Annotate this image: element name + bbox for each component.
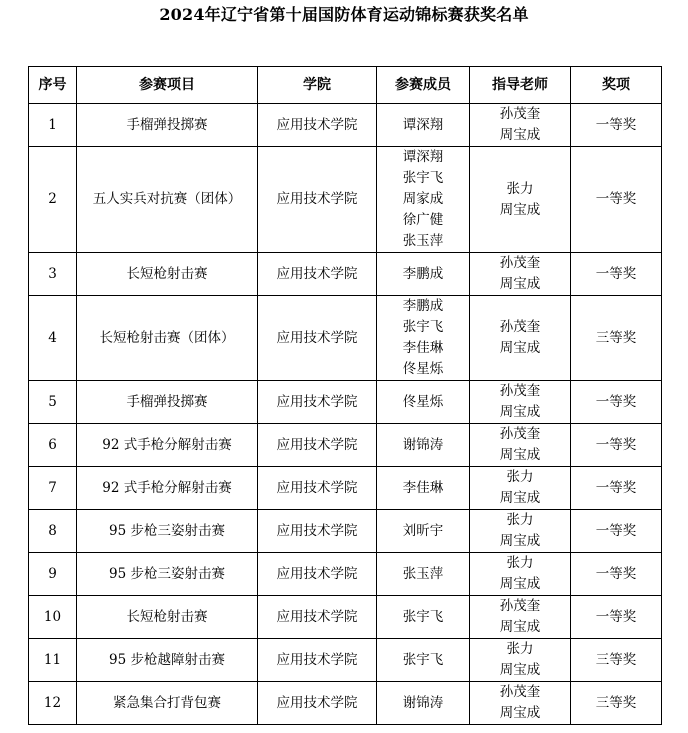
- teacher-name: 周宝成: [499, 662, 541, 678]
- document-title: 2024年辽宁省第十届国防体育运动锦标赛获奖名单: [159, 5, 529, 24]
- teacher-name: 张力: [506, 555, 534, 571]
- cell-award: 三等奖: [571, 682, 662, 725]
- cell-event: 手榴弹投掷赛: [77, 381, 258, 424]
- cell-college: 应用技术学院: [258, 467, 377, 510]
- cell-teachers: [470, 553, 571, 596]
- member-name: 李佳琳: [402, 479, 444, 496]
- member-name: 李佳琳: [402, 340, 444, 356]
- member-name: 周家成: [402, 191, 444, 207]
- teacher-name: 孙茂奎: [499, 426, 541, 442]
- teacher-name: 孙茂奎: [499, 106, 541, 122]
- header-teachers: 指导老师: [470, 67, 571, 104]
- cell-members: [377, 147, 470, 253]
- member-name: 谢锦涛: [402, 436, 444, 453]
- member-name: 张宇飞: [402, 651, 444, 668]
- cell-event: 长短枪射击赛: [77, 596, 258, 639]
- cell-award: 一等奖: [571, 424, 662, 467]
- member-name: 谭深翔: [402, 116, 444, 133]
- member-name: 佟星烁: [402, 393, 444, 410]
- cell-event: 长短枪射击赛: [77, 253, 258, 296]
- cell-teachers: [470, 381, 571, 424]
- cell-members: [377, 596, 470, 639]
- cell-teachers: [470, 639, 571, 682]
- cell-no: 8: [29, 510, 77, 553]
- teacher-name: 周宝成: [499, 447, 541, 463]
- teacher-name: 孙茂奎: [499, 319, 541, 335]
- header-event: 参赛项目: [77, 67, 258, 104]
- cell-members: [377, 424, 470, 467]
- cell-no: 2: [29, 147, 77, 253]
- table-row: [29, 147, 662, 253]
- table-row: [29, 253, 662, 296]
- member-name: 佟星烁: [402, 361, 444, 377]
- cell-event: 五人实兵对抗赛（团体）: [77, 147, 258, 253]
- teacher-name: 周宝成: [499, 619, 541, 635]
- cell-award: 三等奖: [571, 296, 662, 381]
- teacher-name: 周宝成: [499, 201, 541, 218]
- table-row: [29, 510, 662, 553]
- cell-no: 1: [29, 104, 77, 147]
- teacher-name: 周宝成: [499, 576, 541, 592]
- cell-members: [377, 553, 470, 596]
- table-row: [29, 639, 662, 682]
- cell-award: 一等奖: [571, 510, 662, 553]
- teacher-name: 周宝成: [499, 490, 541, 506]
- cell-teachers: [470, 467, 571, 510]
- cell-no: 9: [29, 553, 77, 596]
- member-name: 谢锦涛: [402, 694, 444, 711]
- table-row: [29, 596, 662, 639]
- cell-teachers: [470, 147, 571, 253]
- teacher-name: 张力: [506, 180, 534, 197]
- cell-members: [377, 639, 470, 682]
- cell-event: 95 步枪三姿射击赛: [77, 510, 258, 553]
- cell-no: 7: [29, 467, 77, 510]
- cell-college: 应用技术学院: [258, 147, 377, 253]
- cell-award: 一等奖: [571, 104, 662, 147]
- cell-college: 应用技术学院: [258, 104, 377, 147]
- cell-no: 6: [29, 424, 77, 467]
- cell-college: 应用技术学院: [258, 424, 377, 467]
- member-name: 刘昕宇: [402, 522, 444, 539]
- cell-award: 一等奖: [571, 147, 662, 253]
- cell-members: [377, 104, 470, 147]
- cell-teachers: [470, 253, 571, 296]
- cell-college: 应用技术学院: [258, 253, 377, 296]
- header-college: 学院: [258, 67, 377, 104]
- table-body: [29, 104, 662, 725]
- cell-event: 95 步枪三姿射击赛: [77, 553, 258, 596]
- teacher-name: 张力: [506, 641, 534, 657]
- cell-college: 应用技术学院: [258, 639, 377, 682]
- cell-event: 92 式手枪分解射击赛: [77, 467, 258, 510]
- table-row: [29, 467, 662, 510]
- cell-college: 应用技术学院: [258, 296, 377, 381]
- table-header: [29, 67, 662, 104]
- cell-college: 应用技术学院: [258, 682, 377, 725]
- member-name: 张宇飞: [402, 319, 444, 335]
- cell-teachers: [470, 682, 571, 725]
- teacher-name: 周宝成: [499, 404, 541, 420]
- cell-members: [377, 682, 470, 725]
- table-row: [29, 296, 662, 381]
- header-row: [29, 67, 662, 104]
- teacher-name: 孙茂奎: [499, 255, 541, 271]
- teacher-name: 周宝成: [499, 276, 541, 292]
- cell-no: 5: [29, 381, 77, 424]
- cell-teachers: [470, 424, 571, 467]
- teacher-name: 孙茂奎: [499, 383, 541, 399]
- cell-event: 92 式手枪分解射击赛: [77, 424, 258, 467]
- cell-no: 3: [29, 253, 77, 296]
- cell-event: 95 步枪越障射击赛: [77, 639, 258, 682]
- cell-no: 10: [29, 596, 77, 639]
- member-name: 李鹏成: [402, 265, 444, 282]
- cell-teachers: [470, 596, 571, 639]
- cell-event: 长短枪射击赛（团体）: [77, 296, 258, 381]
- table-row: [29, 424, 662, 467]
- member-name: 徐广健: [402, 212, 444, 228]
- table-row: [29, 104, 662, 147]
- teacher-name: 周宝成: [499, 705, 541, 721]
- table-row: [29, 553, 662, 596]
- table-row: [29, 682, 662, 725]
- cell-members: [377, 381, 470, 424]
- teacher-name: 张力: [506, 512, 534, 528]
- cell-teachers: [470, 296, 571, 381]
- cell-event: 手榴弹投掷赛: [77, 104, 258, 147]
- cell-event: 紧急集合打背包赛: [77, 682, 258, 725]
- cell-college: 应用技术学院: [258, 596, 377, 639]
- teacher-name: 张力: [506, 469, 534, 485]
- member-name: 李鹏成: [402, 298, 444, 314]
- cell-teachers: [470, 104, 571, 147]
- teacher-name: 周宝成: [499, 340, 541, 356]
- cell-college: 应用技术学院: [258, 510, 377, 553]
- cell-no: 11: [29, 639, 77, 682]
- member-name: 张宇飞: [402, 608, 444, 625]
- cell-award: 一等奖: [571, 596, 662, 639]
- cell-no: 12: [29, 682, 77, 725]
- awards-table: [28, 66, 662, 725]
- cell-award: 三等奖: [571, 639, 662, 682]
- cell-award: 一等奖: [571, 253, 662, 296]
- cell-award: 一等奖: [571, 467, 662, 510]
- cell-award: 一等奖: [571, 553, 662, 596]
- teacher-name: 孙茂奎: [499, 598, 541, 614]
- cell-award: 一等奖: [571, 381, 662, 424]
- header-members: 参赛成员: [377, 67, 470, 104]
- cell-college: 应用技术学院: [258, 381, 377, 424]
- member-name: 谭深翔: [402, 149, 444, 165]
- teacher-name: 孙茂奎: [499, 684, 541, 700]
- member-name: 张宇飞: [402, 170, 444, 186]
- teacher-name: 周宝成: [499, 533, 541, 549]
- table-row: [29, 381, 662, 424]
- member-name: 张玉萍: [402, 233, 444, 249]
- header-award: 奖项: [571, 67, 662, 104]
- header-no: 序号: [29, 67, 77, 104]
- cell-members: [377, 296, 470, 381]
- cell-members: [377, 253, 470, 296]
- teacher-name: 周宝成: [499, 127, 541, 143]
- cell-college: 应用技术学院: [258, 553, 377, 596]
- cell-teachers: [470, 510, 571, 553]
- cell-no: 4: [29, 296, 77, 381]
- cell-members: [377, 467, 470, 510]
- member-name: 张玉萍: [402, 565, 444, 582]
- cell-members: [377, 510, 470, 553]
